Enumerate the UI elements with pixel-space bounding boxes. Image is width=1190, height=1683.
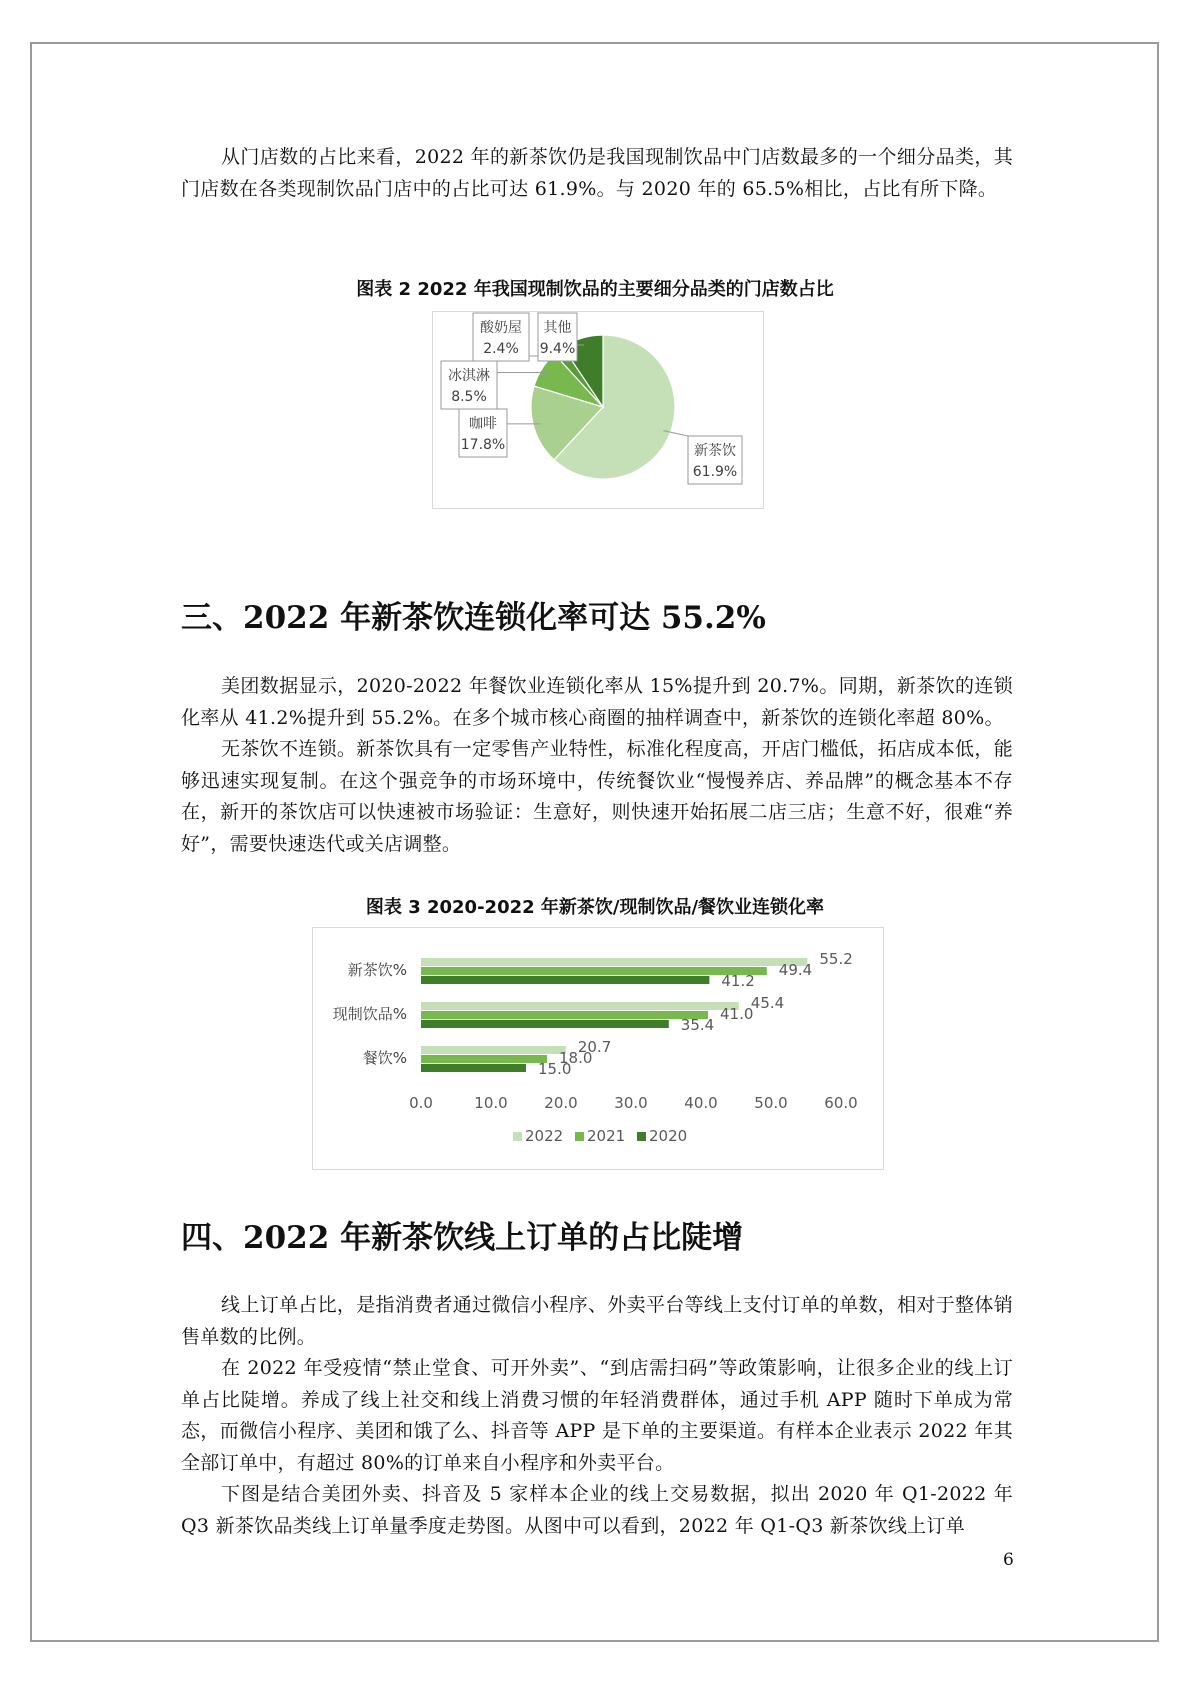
bar (421, 1046, 566, 1054)
legend-swatch (637, 1132, 646, 1141)
figure-caption: 图表 2 2022 年我国现制饮品的主要细分品类的门店数占比 (356, 279, 834, 300)
pie-slice-label: 新茶饮 (694, 443, 736, 459)
x-tick-label: 0.0 (409, 1094, 433, 1112)
bar (421, 1020, 669, 1028)
bar-chart-frame (312, 927, 884, 1170)
section-heading: 三、2022 年新茶饮连锁化率可达 55.2% (181, 600, 766, 636)
pie-slice-value: 61.9% (692, 464, 738, 480)
bar-chart (313, 928, 885, 1171)
paragraph: 从门店数的占比来看，2022 年的新茶饮仍是我国现制饮品中门店数最多的一个细分品类，其门店数在各类现制饮品门店中的占比可达 61.9%。与 2020 年的 65.5%相比，占比有所下降。 (181, 146, 1013, 200)
legend-label: 2022 (525, 1127, 564, 1145)
legend-swatch (513, 1132, 522, 1141)
pie-slice-value: 2.4% (483, 341, 519, 357)
category-label: 餐饮% (362, 1049, 407, 1067)
pie-slice-label: 冰淇淋 (448, 368, 490, 384)
bar-value-label: 45.4 (750, 994, 785, 1012)
bar-value-label: 41.2 (721, 972, 755, 990)
pie-slice-value: 8.5% (451, 389, 487, 405)
bar-value-label: 20.7 (577, 1038, 612, 1056)
pie-slice-label: 其他 (543, 320, 572, 336)
pie-slice-value: 9.4% (539, 341, 576, 357)
bar-value-label: 15.0 (538, 1060, 572, 1078)
x-tick-label: 20.0 (544, 1094, 578, 1112)
bar-value-label: 18.0 (559, 1049, 593, 1067)
bar-value-label: 55.2 (819, 950, 853, 968)
bar (421, 1055, 547, 1063)
section-heading: 四、2022 年新茶饮线上订单的占比陡增 (181, 1220, 744, 1256)
pie-slice-label: 酸奶屋 (480, 320, 522, 336)
paragraph: 美团数据显示，2020-2022 年餐饮业连锁化率从 15%提升到 20.7%。同期，新茶饮的连锁化率从 41.2%提升到 55.2%。在多个城市核心商圈的抽样调查中，新茶饮的连锁化率超 80%。 (181, 675, 1013, 729)
paragraph: 无茶饮不连锁。新茶饮具有一定零售产业特性，标准化程度高，开店门槛低，拓店成本低，能够迅速实现复制。在这个强竞争的市场环境中，传统餐饮业“慢慢养店、养品牌”的概念基本不存在，新开的茶饮店可以快速被市场验证：生意好，则快速开始拓展二店三店；生意不好，很难“养好”，需要快速迭代或关店调整。 (181, 738, 1013, 855)
x-tick-label: 10.0 (474, 1094, 508, 1112)
legend-label: 2020 (649, 1127, 688, 1145)
x-tick-label: 30.0 (614, 1094, 648, 1112)
pie-slice-value: 17.8% (460, 437, 506, 453)
bar (421, 1064, 526, 1072)
bar (421, 967, 767, 975)
bar (421, 1011, 708, 1019)
category-label: 现制饮品% (332, 1005, 407, 1023)
bar (421, 958, 807, 966)
x-tick-label: 50.0 (754, 1094, 788, 1112)
page-number: 6 (1003, 1550, 1014, 1570)
pie-chart-frame (432, 311, 764, 509)
x-tick-label: 40.0 (684, 1094, 718, 1112)
figure-caption: 图表 3 2020-2022 年新茶饮/现制饮品/餐饮业连锁化率 (365, 897, 825, 918)
bar (421, 976, 709, 984)
legend-label: 2021 (587, 1127, 626, 1145)
pie-chart (433, 312, 765, 510)
paragraph: 在 2022 年受疫情“禁止堂食、可开外卖”、“到店需扫码”等政策影响，让很多企业的线上订单占比陡增。养成了线上社交和线上消费习惯的年轻消费群体，通过手机 APP 随时下单成为常态，而微信小程序、美团和饿了么、抖音等 APP 是下单的主要渠道。有样本企业表示 2022 年其全部订单中，有超过 80%的订单来自小程序和外卖平台。 (181, 1357, 1013, 1474)
pie-slice-label: 咖啡 (469, 416, 497, 432)
bar-value-label: 41.0 (720, 1005, 754, 1023)
paragraph: 线上订单占比，是指消费者通过微信小程序、外卖平台等线上支付订单的单数，相对于整体销售单数的比例。 (181, 1294, 1013, 1348)
bar (421, 1002, 739, 1010)
category-label: 新茶饮% (347, 961, 407, 979)
paragraph: 下图是结合美团外卖、抖音及 5 家样本企业的线上交易数据，拟出 2020 年 Q1-2022 年 Q3 新茶饮品类线上订单量季度走势图。从图中可以看到，2022 年 Q1-Q3 新茶饮线上订单 (181, 1483, 1013, 1537)
legend-swatch (575, 1132, 584, 1141)
bar-value-label: 35.4 (680, 1016, 715, 1034)
bar-value-label: 49.4 (778, 961, 813, 979)
x-tick-label: 60.0 (824, 1094, 858, 1112)
